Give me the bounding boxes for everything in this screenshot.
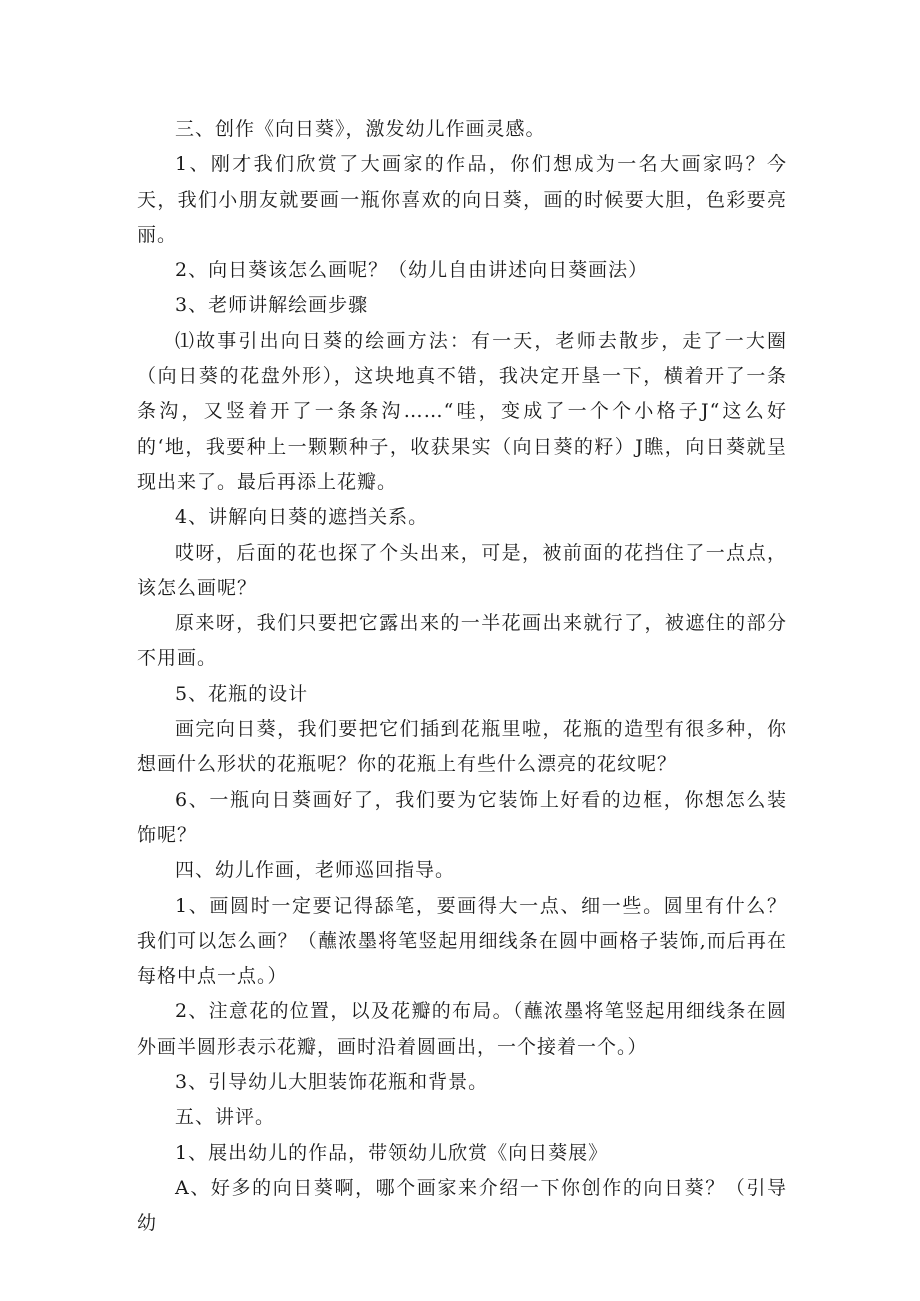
paragraph: 哎呀，后面的花也探了个头出来，可是，被前面的花挡住了一点点，该怎么画呢？ <box>137 541 787 599</box>
paragraph: 2、向日葵该怎么画呢？（幼儿自由讲述向日葵画法） <box>175 259 649 282</box>
paragraph: 4、讲解向日葵的遮挡关系。 <box>175 506 429 529</box>
document-body <box>137 112 787 1242</box>
section-heading-create: 三、创作《向日葵》，激发幼儿作画灵感。 <box>175 118 546 140</box>
paragraph: 3、引导幼儿大胆装饰花瓶和背景。 <box>175 1071 489 1094</box>
paragraph: 5、花瓶的设计 <box>175 682 309 705</box>
paragraph: 3、老师讲解绘画步骤 <box>175 294 369 317</box>
section-heading-drawing: 四、幼儿作画，老师巡回指导。 <box>175 859 456 882</box>
paragraph: ⑴故事引出向日葵的绘画方法：有一天，老师去散步，走了一大圈（向日葵的花盘外形），这块地真不错，我决定开垦一下，横着开了一条条沟，又竖着开了一条条沟……“哇，变成了一个个小格子J“这么好的‘地，我要种上一颗颗种子，收获果实（向日葵的籽）J瞧，向日葵就呈现出来了。最后再添上花瓣。 <box>137 329 787 493</box>
paragraph: 6、一瓶向日葵画好了，我们要为它装饰上好看的边框，你想怎么装饰呢？ <box>137 788 787 846</box>
paragraph: 1、展出幼儿的作品，带领幼儿欣赏《向日葵展》 <box>175 1141 609 1164</box>
paragraph: 原来呀，我们只要把它露出来的一半花画出来就行了，被遮住的部分不用画。 <box>137 612 787 670</box>
paragraph: 1、刚才我们欣赏了大画家的作品，你们想成为一名大画家吗？今天，我们小朋友就要画一瓶你喜欢的向日葵，画的时候要大胆，色彩要亮丽。 <box>137 153 787 246</box>
paragraph: 画完向日葵，我们要把它们插到花瓶里啦，花瓶的造型有很多种，你想画什么形状的花瓶呢？你的花瓶上有些什么漂亮的花纹呢？ <box>137 718 787 776</box>
section-heading-review: 五、讲评。 <box>175 1106 276 1129</box>
paragraph: 1、画圆时一定要记得舔笔，要画得大一点、细一些。圆里有什么？我们可以怎么画？（蘸浓墨将笔竖起用细线条在圆中画格子装饰,而后再在每格中点一点。） <box>137 894 787 988</box>
paragraph: A、好多的向日葵啊，哪个画家来介绍一下你创作的向日葵？（引导幼 <box>137 1176 787 1235</box>
paragraph: 2、注意花的位置，以及花瓣的布局。（蘸浓墨将笔竖起用细线条在圆外画半圆形表示花瓣，画时沿着圆画出，一个接着一个。） <box>137 1000 787 1058</box>
